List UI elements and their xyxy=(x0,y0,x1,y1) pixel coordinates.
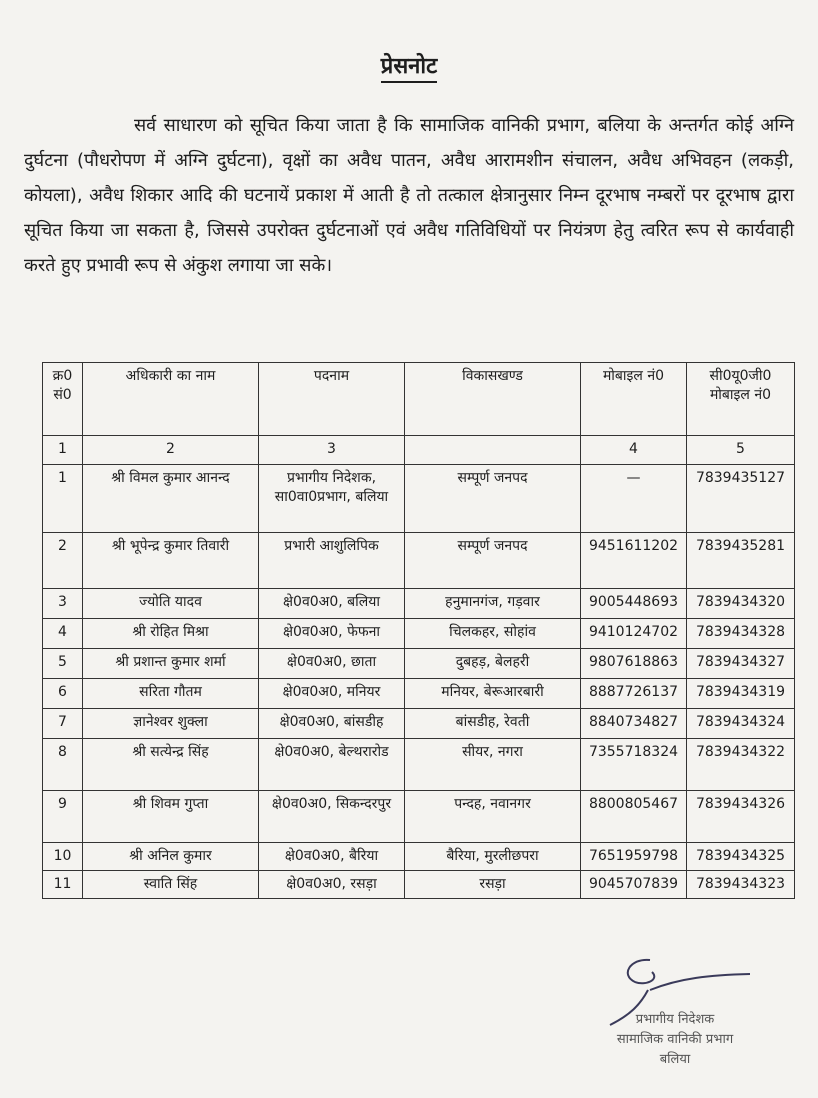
table-cell: 9045707839 xyxy=(581,871,687,899)
table-cell: सरिता गौतम xyxy=(83,679,259,709)
table-cell: 7651959798 xyxy=(581,843,687,871)
table-cell: 9410124702 xyxy=(581,619,687,649)
table-cell: 10 xyxy=(43,843,83,871)
table-cell: रसड़ा xyxy=(405,871,581,899)
header-officer-name: अधिकारी का नाम xyxy=(83,363,259,436)
table-cell: क्षे0व0अ0, रसड़ा xyxy=(259,871,405,899)
table-cell: 8887726137 xyxy=(581,679,687,709)
table-cell: श्री सत्येन्द्र सिंह xyxy=(83,739,259,791)
table-cell: 9451611202 xyxy=(581,533,687,589)
table-cell: क्षे0व0अ0, बलिया xyxy=(259,589,405,619)
table-cell: 7839434328 xyxy=(687,619,795,649)
table-cell: 3 xyxy=(43,589,83,619)
col-number: 5 xyxy=(687,436,795,465)
table-cell: 7 xyxy=(43,709,83,739)
col-number: 3 xyxy=(259,436,405,465)
table-cell: 7839435281 xyxy=(687,533,795,589)
table-cell: क्षे0व0अ0, सिकन्दरपुर xyxy=(259,791,405,843)
table-cell: क्षे0व0अ0, छाता xyxy=(259,649,405,679)
table-cell: 7839434327 xyxy=(687,649,795,679)
table-cell: ज्योति यादव xyxy=(83,589,259,619)
header-block: विकासखण्ड xyxy=(405,363,581,436)
table-cell: स्वाति सिंह xyxy=(83,871,259,899)
signature-district: बलिया xyxy=(659,1052,691,1067)
table-cell: 7839434326 xyxy=(687,791,795,843)
table-cell: 9807618863 xyxy=(581,649,687,679)
table-cell: सम्पूर्ण जनपद xyxy=(405,465,581,533)
table-cell: 7355718324 xyxy=(581,739,687,791)
col-number: 2 xyxy=(83,436,259,465)
table-cell: 4 xyxy=(43,619,83,649)
officer-contact-table xyxy=(42,362,795,899)
table-cell: प्रभागीय निदेशक, सा0वा0प्रभाग, बलिया xyxy=(259,465,405,533)
table-cell: 7839435127 xyxy=(687,465,795,533)
header-mobile: मोबाइल नं0 xyxy=(581,363,687,436)
table-row xyxy=(43,871,795,899)
table-cell: 7839434325 xyxy=(687,843,795,871)
col-number xyxy=(405,436,581,465)
table-cell: सम्पूर्ण जनपद xyxy=(405,533,581,589)
table-cell: पन्दह, नवानगर xyxy=(405,791,581,843)
table-cell: हनुमानगंज, गड़वार xyxy=(405,589,581,619)
table-row xyxy=(43,843,795,871)
table-cell: क्षे0व0अ0, बांसडीह xyxy=(259,709,405,739)
table-cell: — xyxy=(581,465,687,533)
table-cell: श्री विमल कुमार आनन्द xyxy=(83,465,259,533)
table-cell: 7839434322 xyxy=(687,739,795,791)
table-cell: बांसडीह, रेवती xyxy=(405,709,581,739)
signature-block xyxy=(590,1010,760,1070)
table-cell: श्री रोहित मिश्रा xyxy=(83,619,259,649)
table-cell: 8800805467 xyxy=(581,791,687,843)
table-cell: 2 xyxy=(43,533,83,589)
page-title: प्रेसनोट xyxy=(0,50,818,80)
table-cell: प्रभारी आशुलिपिक xyxy=(259,533,405,589)
table-cell: क्षे0व0अ0, बेल्थरारोड xyxy=(259,739,405,791)
table-row xyxy=(43,709,795,739)
column-number-row xyxy=(43,436,795,465)
table-cell: 8840734827 xyxy=(581,709,687,739)
table-cell: श्री भूपेन्द्र कुमार तिवारी xyxy=(83,533,259,589)
table-cell: क्षे0व0अ0, मनियर xyxy=(259,679,405,709)
table-cell: 5 xyxy=(43,649,83,679)
table-cell: सीयर, नगरा xyxy=(405,739,581,791)
table-row xyxy=(43,791,795,843)
table-cell: श्री अनिल कुमार xyxy=(83,843,259,871)
col-number: 4 xyxy=(581,436,687,465)
signature-department: सामाजिक वानिकी प्रभाग xyxy=(616,1032,734,1047)
table-cell: चिलकहर, सोहांव xyxy=(405,619,581,649)
table-row xyxy=(43,649,795,679)
table-cell: 6 xyxy=(43,679,83,709)
table-cell: 9 xyxy=(43,791,83,843)
table-row xyxy=(43,619,795,649)
header-serial: क्र0 सं0 xyxy=(43,363,83,436)
col-number: 1 xyxy=(43,436,83,465)
table-cell: 7839434323 xyxy=(687,871,795,899)
table-cell: 1 xyxy=(43,465,83,533)
table-cell: मनियर, बेरूआरबारी xyxy=(405,679,581,709)
table-cell: क्षे0व0अ0, बैरिया xyxy=(259,843,405,871)
table-row xyxy=(43,465,795,533)
table-row xyxy=(43,589,795,619)
table-row xyxy=(43,533,795,589)
notice-paragraph: सर्व साधारण को सूचित किया जाता है कि सामाजिक वानिकी प्रभाग, बलिया के अन्तर्गत कोई अग्नि दुर्घटना (पौधरोपण में अग्नि दुर्घटना), वृक्षों का अवैध पातन, अवैध आरामशीन संचालन, अवैध अभिवहन (लकड़ी, कोयला), अवैध शिकार आदि की घटनायें प्रकाश में आती है तो तत्काल क्षेत्रानुसार निम्न दूरभाष नम्बरों पर दूरभाष द्वारा सूचित किया जा सकता है, जिससे उपरोक्त दुर्घटनाओं एवं अवैध गतिविधियों पर नियंत्रण हेतु त्वरित रूप से कार्यवाही करते हुए प्रभावी रूप से अंकुश लगाया जा सके। xyxy=(24,115,794,276)
header-cug-mobile: सी0यू0जी0 मोबाइल नं0 xyxy=(687,363,795,436)
table-cell: 8 xyxy=(43,739,83,791)
table-cell: 7839434319 xyxy=(687,679,795,709)
table-cell: क्षे0व0अ0, फेफना xyxy=(259,619,405,649)
table-header-row xyxy=(43,363,795,436)
header-designation: पदनाम xyxy=(259,363,405,436)
table-cell: श्री शिवम गुप्ता xyxy=(83,791,259,843)
table-row xyxy=(43,679,795,709)
table-cell: 11 xyxy=(43,871,83,899)
table-cell: 7839434324 xyxy=(687,709,795,739)
table-cell: श्री प्रशान्त कुमार शर्मा xyxy=(83,649,259,679)
table-cell: बैरिया, मुरलीछपरा xyxy=(405,843,581,871)
table-cell: 7839434320 xyxy=(687,589,795,619)
table-cell: ज्ञानेश्वर शुक्ला xyxy=(83,709,259,739)
table-cell: 9005448693 xyxy=(581,589,687,619)
table-cell: दुबहड़, बेलहरी xyxy=(405,649,581,679)
table-row xyxy=(43,739,795,791)
signature-designation: प्रभागीय निदेशक xyxy=(635,1012,715,1027)
